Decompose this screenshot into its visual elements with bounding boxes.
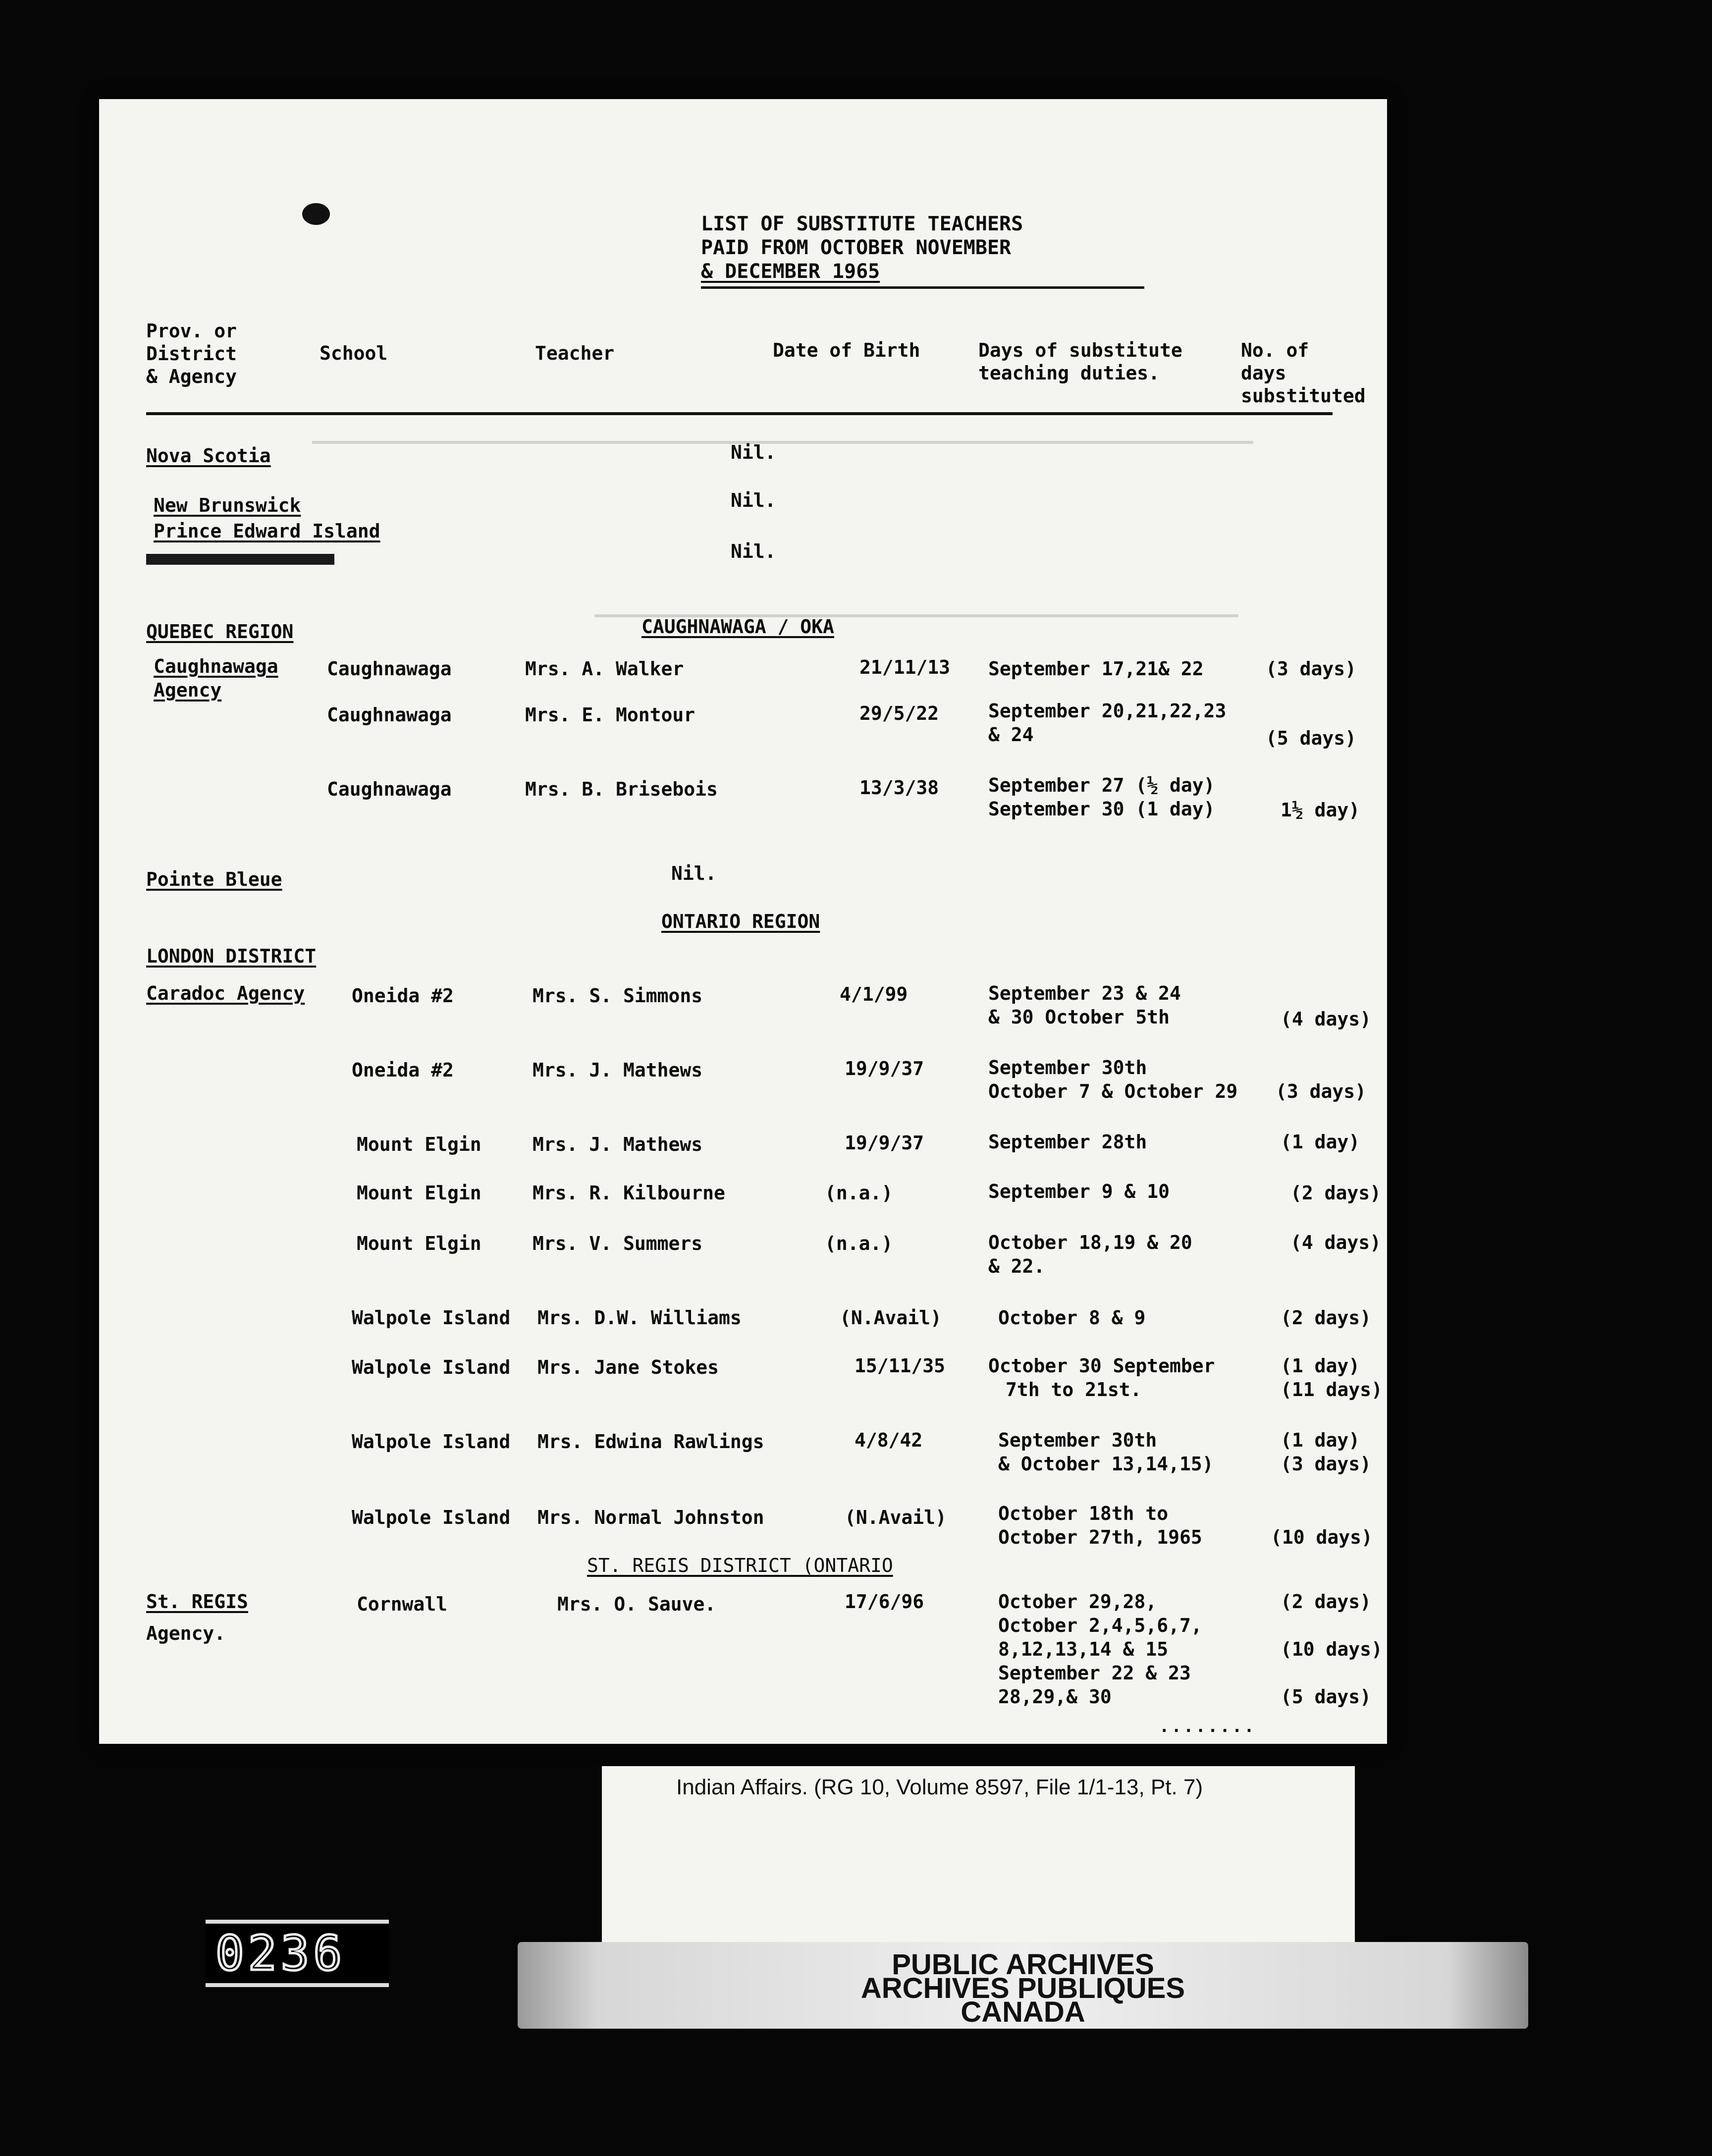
column-header-school: School <box>320 342 388 364</box>
caradoc-agency-label: Caradoc Agency <box>146 982 305 1004</box>
st-regis-agency-label: St. REGIS <box>146 1591 248 1613</box>
nil-value: Nil. <box>731 441 776 463</box>
title-underline <box>701 286 1144 289</box>
province-new-brunswick: New Brunswick <box>154 494 301 516</box>
archive-line-3: CANADA <box>961 1996 1085 2028</box>
ontario-region-heading: ONTARIO REGION <box>661 911 820 932</box>
nil-value: Nil. <box>731 489 776 511</box>
archive-line-1: PUBLIC ARCHIVES <box>892 1948 1154 1981</box>
struck-out-line <box>146 554 334 565</box>
archive-label <box>518 1942 1528 2029</box>
caughnawaga-oka-heading: CAUGHNAWAGA / OKA <box>642 616 834 638</box>
reference-text: Indian Affairs. (RG 10, Volume 8597, File 1/1-13, Pt. 7) <box>676 1775 1203 1799</box>
province-nova-scotia: Nova Scotia <box>146 445 271 467</box>
header-rule <box>146 412 1333 415</box>
st-regis-district-heading: ST. REGIS DISTRICT (ONTARIO <box>587 1555 893 1576</box>
nil-value: Nil. <box>731 540 776 562</box>
province-pei: Prince Edward Island <box>154 520 380 542</box>
column-header-teacher: Teacher <box>535 342 615 364</box>
hole-punch-mark <box>302 203 330 225</box>
ghost-underlay <box>312 426 1253 444</box>
nil-value: Nil. <box>671 862 717 884</box>
reference-card <box>602 1766 1355 1962</box>
title-line-3: & DECEMBER 1965 <box>701 260 880 283</box>
column-header-dob: Date of Birth <box>773 339 920 361</box>
archive-line-2: ARCHIVES PUBLIQUES <box>860 1972 1185 2004</box>
title-line-2: PAID FROM OCTOBER NOVEMBER <box>701 236 1012 259</box>
document-page: LIST OF SUBSTITUTE TEACHERS PAID FROM OCTOBER NOVEMBER & DECEMBER 1965 Prov. or District & Agency School Teacher Date of Birth Days of substitute teaching duties. No. of days substituted Nova Scotia Nil. New Brunswick Nil. Prince Edward Island Nil. QUEBEC REGION CAUGHNAWAGA / OKA Caughnawaga Agency Caughnawaga Mrs. A. Walker 21/11/13 September 17,21& 22 (3 days) Caughnawaga Mrs. E. Montour 29/5/22 September 20,21,22,23 & 24 (5 days) Caughnawaga Mrs. B. Brisebois 13/3/38 September 27 (½ day) September 30 (1 day) 1½ day) Pointe Bleue Nil. ONTARIO REGION LONDON DISTRICT Caradoc Agency Oneida #2 Mrs. S. Simmons 4/1/99 September 23 & 24 & 30 October 5th (4 days) Oneida #2 Mrs. J. Mathews 19/9/37 September 30th October 7 & October 29 (3 days) Mount Elgin Mrs. J. Mathews 19/9/37 September 28th (1 day) Mount Elgin Mrs. R. Kilbourne (n.a.) September 9 & 10 (2 days) Mount Elgin Mrs. V. Summers (n.a.) October 18,19 & 20 & 22. (4 days) Walpole Island Mrs. D.W. Williams (N.Avail) October 8 & 9 (2 days) Walpole Island Mrs. Jane Stokes 15/11/35 October 30 September 7th to 21st. (1 day) (11 days) Walpole Island Mrs. Edwina Rawlings 4/8/42 September 30th & October 13,14,15) (1 day) (3 days) Walpole Island Mrs. Normal Johnston (N.Avail) October 18th to October 27th, 1965 (10 days) ST. REGIS DISTRICT (ONTARIO St. REGIS Agency. Cornwall Mrs. O. Sauve. 17/6/96 October 29,28, October 2,4,5,6,7, 8,12,13,14 & 15 September 22 & 23 28,29,& 30 (2 days) (10 days) (5 days) ........ <box>99 99 1387 1744</box>
london-district-label: LONDON DISTRICT <box>146 945 317 967</box>
frame-number: 0236 <box>206 1920 389 1987</box>
st-regis-agency-suffix: Agency. <box>146 1622 226 1644</box>
footer-marks: ........ <box>1159 1717 1256 1736</box>
pointe-bleue-label: Pointe Bleue <box>146 868 282 890</box>
title-line-1: LIST OF SUBSTITUTE TEACHERS <box>701 213 1023 235</box>
quebec-region-label: QUEBEC REGION <box>146 621 294 643</box>
